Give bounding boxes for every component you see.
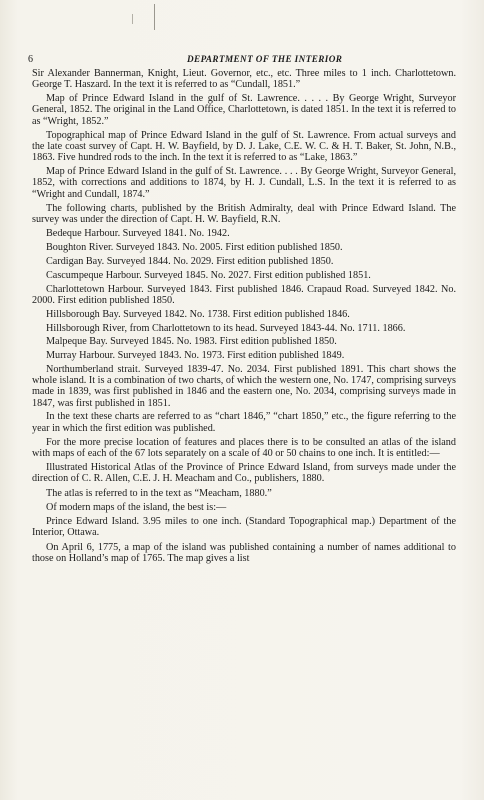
paragraph: Map of Prince Edward Island in the gulf of St. Lawrence. . . . By George Wright, Surveyor General, 1852, with corrections and additions to 1874, by H. J. Cundall, L.S. In the text it is referred to as “Wright and Cundall, 1874.”	[32, 166, 456, 200]
chart-entry: Bedeque Harbour. Surveyed 1841. No. 1942.	[46, 228, 230, 240]
chart-entry: Boughton River. Surveyed 1843. No. 2005. First edition published 1850.	[46, 242, 343, 254]
page-fold-mark	[154, 4, 155, 30]
paragraph: Sir Alexander Bannerman, Knight, Lieut. Governor, etc., etc. Three miles to 1 inch. Charlottetown. George T. Haszard. In the text it is referred to as “Cundall, 1851.”	[32, 68, 456, 91]
paragraph: On April 6, 1775, a map of the island was published containing a number of names additional to those on Holland’s map of 1765. The map gives a list	[32, 541, 456, 564]
chart-entry: Cardigan Bay. Surveyed 1844. No. 2029. First edition published 1850.	[46, 255, 334, 267]
paragraph: The following charts, published by the British Admiralty, deal with Prince Edward Island. The survey was under the direction of Capt. H. W. Bayfield, R.N.	[32, 202, 456, 225]
paragraph: Topographical map of Prince Edward Island in the gulf of St. Lawrence. From actual surveys and the late coast survey of Capt. H. W. Bayfield, by D. J. Lake, C.E. W. C. & H. T. Baker, St. John, N.B., 1863. Five hundred rods to the inch. In the text it is referred to as “Lake, 1863.”	[32, 129, 456, 164]
page-number: 6	[28, 54, 33, 65]
page-header	[28, 54, 458, 68]
chart-entry: Cascumpeque Harbour. Surveyed 1845. No. 2027. First edition published 1851.	[46, 269, 371, 281]
page-fold-mark	[132, 14, 133, 24]
chart-entry: Charlottetown Harbour. Surveyed 1843. First published 1846. Crapaud Road. Surveyed 1842. No. 2000. First edition published 1850.	[32, 283, 456, 306]
paragraph: Of modern maps of the island, the best is:—	[46, 501, 227, 513]
paragraph: The atlas is referred to in the text as “Meacham, 1880.”	[46, 487, 272, 499]
chart-entry: Hillsborough Bay. Surveyed 1842. No. 1738. First edition published 1846.	[46, 308, 350, 320]
chart-entry: Malpeque Bay. Surveyed 1845. No. 1983. First edition published 1850.	[46, 336, 337, 348]
paragraph: Illustrated Historical Atlas of the Province of Prince Edward Island, from surveys made under the direction of C. R. Allen, C.E. J. H. Meacham and Co., publishers, 1880.	[32, 462, 456, 485]
paragraph: Prince Edward Island. 3.95 miles to one inch. (Standard Topographical map.) Department of the Interior, Ottawa.	[32, 516, 456, 539]
paragraph: Map of Prince Edward Island in the gulf of St. Lawrence. . . . . By George Wright, Surveyor General, 1852. The original in the Land Office, Charlottetown, is dated 1851. In the text it is referred to as “Wright, 1852.”	[32, 93, 456, 127]
chart-entry: Northumberland strait. Surveyed 1839-47. No. 2034. First published 1891. This chart shows the whole island. It is a combination of two charts, of which the western one, No. 1747, comprising surveys made in 1839, was first published in 1846 and the eastern one, No. 2034, comprising surveys made in 1847, was first published in 1851.	[32, 364, 456, 409]
chart-entry: Hillsborough River, from Charlottetown to its head. Surveyed 1843-44. No. 1711. 1866.	[46, 322, 406, 334]
chart-entry: Murray Harbour. Surveyed 1843. No. 1973. First edition published 1849.	[46, 350, 345, 362]
body-text	[32, 68, 456, 567]
paragraph: For the more precise location of features and places there is to be consulted an atlas of the island with maps of each of the 67 lots separately on a scale of 40 or 50 chains to one inch. It is entitled:—	[32, 436, 456, 459]
paragraph: In the text these charts are referred to as “chart 1846,” “chart 1850,” etc., the figure referring to the year in which the first edition was published.	[32, 411, 456, 434]
running-head: DEPARTMENT OF THE INTERIOR	[187, 54, 343, 64]
